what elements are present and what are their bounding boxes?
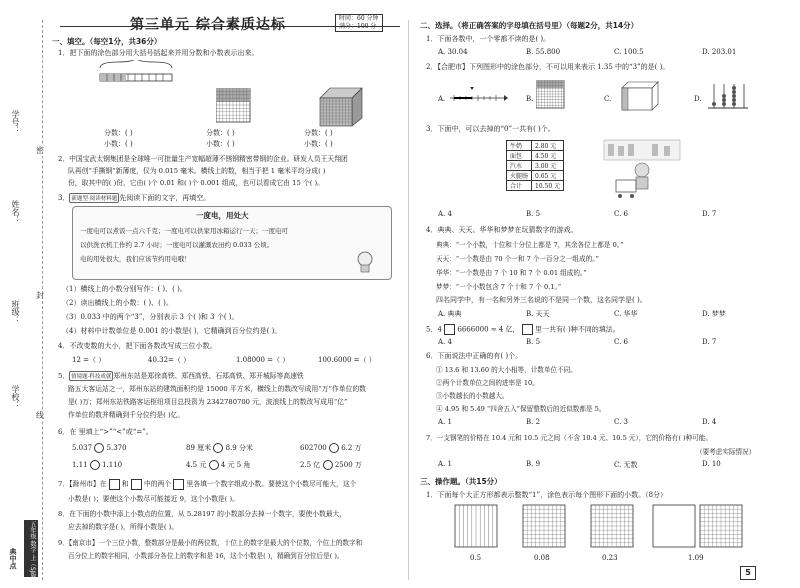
q6-row2-c: 2.5 亿 2500 万: [300, 461, 362, 469]
s2-q3-opt-c[interactable]: C. 6: [614, 210, 629, 218]
s2-q5-opt-c[interactable]: C. 6: [614, 338, 629, 346]
q1a-decimal[interactable]: 小数：( ): [104, 140, 133, 148]
seal-mark-mi: 密: [36, 146, 44, 155]
s1-q9-line2: 百分位上的数字相同，小数部分各位上的数字和是 16，这个小数是( )，精确到百分位后是( )。: [68, 552, 344, 560]
time-score-box: [335, 14, 383, 32]
hundred-grid-figure: [216, 88, 252, 124]
compare-circle[interactable]: [90, 460, 100, 470]
grid-label-2: 0.08: [534, 554, 550, 562]
page-title: 第三单元 综合素质达标: [130, 17, 286, 33]
reading-title: 一度电，用处大: [196, 211, 249, 220]
q4-item-4[interactable]: 100.6000 =（ ）: [318, 356, 376, 364]
s1-q5-line4: 作单位的数并精确到千分位约是( )亿。: [68, 411, 185, 419]
s1-q3-sub2: （2）读出横线上的小数：( )、( )。: [62, 299, 173, 307]
digit-box[interactable]: [131, 479, 142, 490]
grid-label-3: 0.23: [602, 554, 618, 562]
digit-box[interactable]: [522, 324, 533, 335]
q6-row2-b: 4.5 元 4 元 5 角: [186, 461, 251, 469]
new-question-tag: 新题型·阅读材料题: [69, 193, 119, 203]
s1-q7-line1: 7．【滁州市】在 和 中的两个 里各填一个数字组成小数。要使这个小数尽可能大，这个: [58, 480, 357, 488]
s2-q3-opt-a[interactable]: A. 4: [438, 210, 452, 218]
s2-q6-item2: ②两个计数单位之间的进率是 10。: [436, 379, 539, 387]
seal-mark-xian: 线: [36, 411, 44, 420]
abacus-option-d-figure: [706, 80, 750, 112]
s2-q2-opt-b[interactable]: B.: [526, 95, 534, 103]
digit-box[interactable]: [444, 324, 455, 335]
s1-q9-line1: 9．【南京市】一个三位小数，整数部分是最小的两位数，十位上的数字是最大的个位数，个位上的数字和: [58, 539, 363, 547]
s2-q4-line4: 梦梦：“一个小数包含 7 个十和 7 个 0.1。”: [436, 283, 562, 291]
q4-item-2[interactable]: 40.32=（ ）: [148, 356, 191, 364]
page-number: 5: [740, 566, 756, 580]
reading-line1: 一度电可以煮饭一点六千克；一度电可以供家用冰箱运行一天；一度电可: [80, 227, 288, 235]
compare-circle[interactable]: [323, 460, 333, 470]
q1b-decimal[interactable]: 小数：( ): [206, 140, 235, 148]
q1c-fraction[interactable]: 分数：( ): [304, 129, 333, 137]
s2-q6-opt-a[interactable]: A. 1: [438, 418, 452, 426]
digit-box[interactable]: [173, 479, 184, 490]
reading-line3: 电的用处很大，我们应该节约用电哦！: [80, 255, 191, 263]
student-id-label: 学号：: [11, 110, 20, 134]
s2-q5-opt-b[interactable]: B. 5: [526, 338, 541, 346]
compare-circle[interactable]: [94, 443, 104, 453]
book-label: 五年级 数学 上（SJ版）: [24, 520, 38, 577]
cube-figure: [318, 86, 364, 128]
s2-q7-opt-d[interactable]: D. 10: [702, 460, 721, 468]
table-row: 合计 10.50 元: [507, 181, 564, 191]
seal-mark-feng: 封: [36, 291, 44, 300]
s2-q7-opt-c[interactable]: C. 无数: [614, 461, 638, 469]
s1-q3-sub1: （1）横线上的小数分别写作：( )、( )。: [62, 285, 187, 293]
segmented-bar-figure: [96, 60, 176, 100]
grid-0.23-figure: [590, 504, 636, 550]
grid-0.5-figure: [454, 504, 500, 550]
s1-q4-text: 4．不改变数的大小，把下面各数改写成三位小数。: [58, 342, 217, 350]
reading-line2: 以供洗衣机工作约 2.7 小时；一度电可以灌溉农田约 0.033 公顷。: [80, 241, 274, 249]
table-row: 牛奶 2.80 元: [507, 141, 564, 151]
s2-q4-tail: 四名同学中，有一名和另外三名说的不是同一个数，这名同学是( )。: [436, 296, 647, 304]
s2-q1-opt-c[interactable]: C. 100.5: [614, 48, 644, 56]
s1-q1-text: 1．把下面的涂色部分用大括号括起来并用分数和小数表示出来。: [58, 49, 259, 57]
s1-q2-line3: 份，取其中的( )份，它由( )个 0.01 和( )个 0.001 组成，也可以看成它由 15 个( )。: [68, 179, 324, 187]
compare-circle[interactable]: [329, 443, 339, 453]
s2-q3-text: 3．下面中，可以去掉的“0”一共有( )个。: [426, 125, 555, 133]
s2-q4-text: 4．典典、天天、华华和梦梦在玩猜数字的游戏。: [426, 226, 578, 234]
q6-row1-c: 602700 6.2 万: [300, 444, 362, 452]
q6-row1-a: 5.037 5.370: [72, 444, 127, 452]
s3-q1-text: 1．下面每个大正方形都表示整数“1”，涂色表示每个图形下面的小数。（8分）: [426, 491, 668, 499]
s2-q6-text: 6．下面说法中正确的有( )个。: [426, 352, 523, 360]
s2-q6-opt-d[interactable]: D. 4: [702, 418, 717, 426]
s1-q2-line1: 2．中国宝武太钢集团是全球唯一可批量生产宽幅超薄不锈钢精密带钢的企业。研发人员王天翔团: [58, 155, 348, 163]
lightbulb-icon: [356, 250, 374, 274]
compare-circle[interactable]: [213, 443, 223, 453]
s1-q5-line1: 5． 情境题·科技成就 郑州东站是郑徐高铁、郑西高铁、石郑高铁、郑开城际等高速铁: [58, 372, 304, 380]
q6-row1-b: 89 厘米 8.9 分米: [186, 444, 253, 452]
s2-q2-opt-d[interactable]: D.: [694, 95, 702, 103]
s1-q8-line1: 8．在下面的小数中添上小数点的位置，从 5.28197 的小数部分去掉一个数字，要使小数最大，: [58, 510, 347, 518]
digit-box[interactable]: [109, 479, 120, 490]
q1b-fraction[interactable]: 分数：( ): [206, 129, 235, 137]
s2-q5-text: 5．4 6666000 ≈ 4 亿， 里一共有( )种不同的填法。: [426, 325, 620, 334]
compare-circle[interactable]: [209, 460, 219, 470]
s2-q2-opt-c[interactable]: C.: [604, 95, 612, 103]
s2-q6-opt-b[interactable]: B. 2: [526, 418, 541, 426]
s1-q3-sub3: （3）0.033 中的两个“3”，分别表示 3 个( )和 3 个( )。: [62, 313, 239, 321]
context-tag: 情境题·科技成就: [69, 371, 113, 381]
full-score: 满分：100 分: [339, 23, 377, 30]
section1-title: 一、填空。（每空1分，共36分）: [52, 37, 162, 46]
s2-q4-opt-a[interactable]: A. 典典: [438, 310, 462, 318]
section3-title: 三、操作题。（共15分）: [420, 477, 502, 486]
s2-q2-text: 2．【合肥市】下列图形中的涂色部分，不可以用来表示 1.35 中的“3”的是( )。: [426, 63, 670, 71]
q1c-decimal[interactable]: 小数：( ): [304, 140, 333, 148]
time-limit: 时间：60 分钟: [339, 15, 379, 22]
s2-q4-opt-d[interactable]: D. 梦梦: [702, 310, 726, 318]
section2-title: 二、选择。（将正确答案的字母填在括号里）（每题2分，共14分）: [420, 21, 639, 30]
s2-q7-note: （要考虑实际情况）: [696, 448, 756, 456]
table-row: 面包 4.50 元: [507, 151, 564, 161]
s2-q1-opt-a[interactable]: A. 30.04: [438, 48, 468, 56]
s2-q4-line2: 天天：“一个数是由 70 个一和 7 个一百分之一组成的。”: [436, 255, 599, 263]
s2-q7-opt-b[interactable]: B. 9: [526, 460, 541, 468]
grid-label-1: 0.5: [470, 554, 482, 562]
name-label: 姓名：: [11, 200, 20, 224]
s2-q6-item3: ③小数越长的小数越大。: [436, 392, 509, 400]
s1-q7-line2: 小数是( )；要使这个小数尽可能接近 9，这个小数是( )。: [68, 495, 239, 503]
s1-q6-text: 6．在 里填上“>”“<”或“=”。: [58, 428, 153, 436]
s2-q5-opt-a[interactable]: A. 4: [438, 338, 452, 346]
s2-q2-opt-a[interactable]: A.: [438, 95, 446, 103]
grid-option-b-figure: [536, 80, 566, 110]
grid-label-4: 1.09: [688, 554, 704, 562]
shopping-illustration: [602, 136, 682, 202]
s2-q6-opt-c[interactable]: C. 3: [614, 418, 629, 426]
q1a-fraction[interactable]: 分数：( ): [104, 129, 133, 137]
s2-q6-item4: ④ 4.95 和 5.49 “四舍五入”保留整数后的近似数都是 5。: [436, 405, 606, 413]
s1-q5-line2: 路五大客运站之一，郑州东站的建筑面积约是 15000 平方米，横线上的数改写成用“万”作单位的数: [68, 385, 366, 393]
q4-item-3[interactable]: 1.08000 =（ ）: [236, 356, 290, 364]
s1-q3-lead: 3． 新题型·阅读材料题 先阅读下面的文字，再填空。: [58, 194, 211, 202]
s2-q1-text: 1．下面各数中，一个零都不读的是( )。: [426, 35, 551, 43]
s1-q2-line2: 队再创“手撕钢”新薄度，仅为 0.015 毫米。横线上的数，相当于把 1 毫米平均分成( ): [68, 167, 326, 175]
school-label: 学校：: [11, 385, 20, 409]
s2-q4-opt-c[interactable]: C. 华华: [614, 310, 638, 318]
s2-q1-opt-b[interactable]: B. 55.800: [526, 48, 561, 56]
s2-q5-opt-d[interactable]: D. 7: [702, 338, 717, 346]
s2-q4-line1: 典典：“一个小数，十位和十分位上都是 7，其余各位上都是 0。”: [436, 241, 624, 249]
grid-0.08-figure: [522, 504, 568, 550]
brand-logo: 典中点: [9, 548, 17, 569]
s2-q7-opt-a[interactable]: A. 1: [438, 460, 452, 468]
q6-row2-a: 1.11 1.110: [72, 461, 123, 469]
table-row: 汽水 3.00 元: [507, 161, 564, 171]
grid-1.09-figure: [652, 504, 746, 554]
price-list-table: [506, 140, 564, 191]
s2-q3-opt-b[interactable]: B. 5: [526, 210, 541, 218]
column-divider: [408, 20, 409, 580]
cube-option-c-figure: [620, 80, 660, 112]
s2-q6-item1: ① 13.6 和 13.60 的大小相等，计数单位不同。: [436, 366, 577, 374]
s1-q3-sub4: （4）材料中计数单位是 0.001 的小数是( )，它精确到百分位约是( )。: [62, 327, 282, 335]
q4-item-1[interactable]: 12 =（ ）: [72, 356, 106, 364]
s2-q4-line3: 华华：“一个数是由 7 个 10 和 7 个 0.01 组成的。”: [436, 269, 587, 277]
s2-q7-text: 7．一支钢笔的价格在 10.4 元和 10.5 元之间（不含 10.4 元、10.5 元），它的价格有( )种可能。: [426, 434, 712, 442]
table-row: 火腿肠 0.65 元: [507, 171, 564, 181]
s2-q1-opt-d[interactable]: D. 203.01: [702, 48, 737, 56]
s1-q8-line2: 应去掉的数字是( )，所得小数是( )。: [68, 523, 179, 531]
s2-q4-opt-b[interactable]: B. 天天: [526, 310, 550, 318]
class-label: 班级：: [11, 300, 20, 324]
number-line-figure: [448, 86, 508, 108]
s2-q3-opt-d[interactable]: D. 7: [702, 210, 717, 218]
s1-q5-line3: 是( )万；郑州东站铁路客运枢纽项目总投资为 2342780700 元，波浪线上的数改写成用“亿”: [68, 398, 348, 406]
